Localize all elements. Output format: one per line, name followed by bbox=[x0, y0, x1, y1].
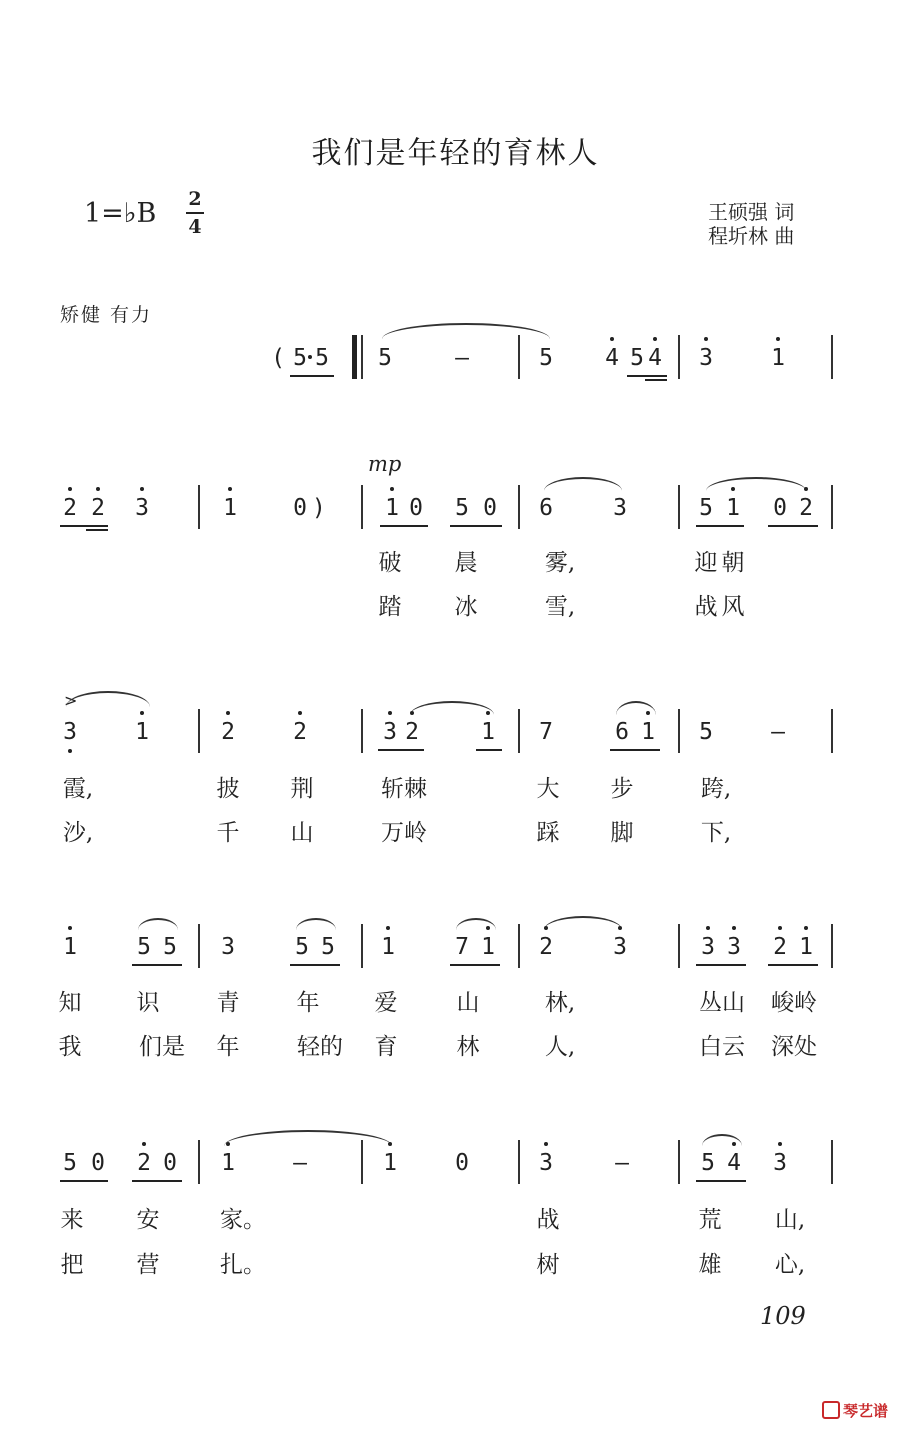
underline bbox=[290, 375, 334, 377]
barline bbox=[831, 1140, 833, 1184]
lyric: 朝 bbox=[721, 550, 745, 576]
lyric: 丛山 bbox=[699, 990, 745, 1016]
slur bbox=[224, 1130, 392, 1146]
slur bbox=[616, 701, 656, 715]
open-paren: ( bbox=[274, 345, 283, 371]
lyric: 白云 bbox=[699, 1034, 745, 1060]
lyric: 把 bbox=[60, 1252, 84, 1278]
lyric: 破 bbox=[378, 550, 402, 576]
lyric: 山 bbox=[290, 820, 314, 846]
note: 5 bbox=[309, 343, 335, 373]
slur bbox=[544, 916, 622, 930]
barline bbox=[831, 335, 833, 379]
lyric: 千 bbox=[216, 820, 240, 846]
note: 2 bbox=[85, 493, 111, 523]
slur bbox=[456, 918, 496, 930]
note: 5 bbox=[699, 495, 713, 521]
dynamic-marking: mp bbox=[368, 452, 402, 476]
lyrics-row-5b bbox=[0, 1250, 911, 1280]
barline bbox=[518, 1140, 520, 1184]
note: 5 bbox=[295, 934, 309, 960]
note: 3 bbox=[693, 343, 719, 373]
underline bbox=[696, 1180, 746, 1182]
note: — bbox=[455, 345, 469, 371]
key-signature: 1=♭B bbox=[84, 198, 157, 229]
lyric: 林 bbox=[456, 1034, 480, 1060]
underline bbox=[696, 525, 744, 527]
note: 3 bbox=[221, 934, 235, 960]
lyric: 晨 bbox=[454, 550, 478, 576]
lyric: 知 bbox=[58, 990, 82, 1016]
lyric: 雾, bbox=[544, 550, 576, 576]
lyrics-row-3b bbox=[0, 818, 911, 848]
note: 7 bbox=[539, 719, 553, 745]
note: 7 bbox=[455, 934, 469, 960]
note: 0 bbox=[409, 495, 423, 521]
slur bbox=[382, 323, 550, 339]
barline bbox=[831, 924, 833, 968]
time-signature-bottom: 4 bbox=[188, 216, 202, 238]
lyric: 踏 bbox=[378, 594, 402, 620]
barline bbox=[361, 1140, 363, 1184]
barline bbox=[678, 1140, 680, 1184]
note: 5 bbox=[539, 345, 553, 371]
lyric: 山 bbox=[456, 990, 480, 1016]
tempo-marking: 矫健 有力 bbox=[60, 304, 153, 326]
lyric: 披 bbox=[216, 776, 240, 802]
underline bbox=[290, 964, 340, 966]
lyrics-row-3a bbox=[0, 774, 911, 804]
lyrics-row-2b bbox=[0, 592, 911, 622]
lyric: 下, bbox=[700, 820, 732, 846]
barline bbox=[198, 709, 200, 753]
lyric: 迎 bbox=[694, 550, 718, 576]
note: 5 bbox=[321, 934, 335, 960]
lyric: 跨, bbox=[700, 776, 732, 802]
accent-mark: > bbox=[64, 691, 78, 710]
barline bbox=[678, 485, 680, 529]
lyric: 扎。 bbox=[220, 1252, 266, 1278]
note: 0 bbox=[455, 1150, 469, 1176]
note: 5 bbox=[293, 345, 307, 371]
note: 1 bbox=[379, 493, 405, 523]
note: 0 bbox=[293, 495, 307, 521]
note: 2 bbox=[57, 493, 83, 523]
note: 3 bbox=[613, 495, 627, 521]
barline bbox=[361, 924, 363, 968]
underline bbox=[450, 964, 500, 966]
barline bbox=[831, 485, 833, 529]
watermark-text: 琴艺谱 bbox=[843, 1402, 889, 1420]
lyric: 荆 bbox=[290, 776, 314, 802]
lyric: 荒 bbox=[698, 1207, 722, 1233]
underline-double bbox=[645, 379, 667, 381]
barline bbox=[198, 924, 200, 968]
note: 1 bbox=[375, 932, 401, 962]
barline bbox=[198, 485, 200, 529]
lyric: 步 bbox=[610, 776, 634, 802]
slur bbox=[410, 701, 494, 715]
lyric: 识 bbox=[136, 990, 160, 1016]
note: 2 bbox=[767, 932, 793, 962]
underline bbox=[450, 525, 502, 527]
score-row-1 bbox=[0, 343, 911, 373]
underline bbox=[132, 1180, 182, 1182]
note: 1 bbox=[129, 717, 155, 747]
lyric: 树 bbox=[536, 1252, 560, 1278]
note: 4 bbox=[642, 343, 668, 373]
lyric: 山, bbox=[774, 1207, 806, 1233]
lyric: 青 bbox=[216, 990, 240, 1016]
note: 1 bbox=[793, 932, 819, 962]
underline bbox=[60, 1180, 108, 1182]
lyric: 人, bbox=[544, 1034, 576, 1060]
lyric: 冰 bbox=[454, 594, 478, 620]
note: 1 bbox=[635, 717, 661, 747]
note: 5 bbox=[630, 345, 644, 371]
note: 3 bbox=[767, 1148, 793, 1178]
lyric: 年 bbox=[296, 990, 320, 1016]
note: — bbox=[293, 1150, 307, 1176]
note: 3 bbox=[533, 1148, 559, 1178]
lyric: 们是 bbox=[139, 1034, 185, 1060]
note: 3 bbox=[57, 717, 83, 747]
lyric: 家。 bbox=[220, 1207, 266, 1233]
lyric: 轻的 bbox=[297, 1034, 343, 1060]
underline bbox=[610, 749, 660, 751]
time-signature-line bbox=[186, 212, 204, 214]
note: 5 bbox=[163, 934, 177, 960]
logo-icon bbox=[822, 1401, 840, 1419]
note: 1 bbox=[215, 1148, 241, 1178]
lyric: 风 bbox=[721, 594, 745, 620]
lyric: 年 bbox=[216, 1034, 240, 1060]
note: 5 bbox=[63, 1150, 77, 1176]
slur bbox=[138, 918, 178, 930]
lyrics-row-2a bbox=[0, 548, 911, 578]
lyric: 踩 bbox=[536, 820, 560, 846]
score-row-3 bbox=[0, 691, 911, 747]
note: 6 bbox=[539, 495, 553, 521]
barline bbox=[678, 924, 680, 968]
underline bbox=[60, 525, 108, 527]
repeat-barline bbox=[352, 335, 357, 379]
lyric: 爱 bbox=[374, 990, 398, 1016]
watermark-logo bbox=[822, 1400, 888, 1421]
note: 5 bbox=[699, 719, 713, 745]
score-row-4 bbox=[0, 932, 911, 962]
lyric: 育 bbox=[374, 1034, 398, 1060]
slur bbox=[702, 1134, 742, 1146]
note: 1 bbox=[475, 717, 501, 747]
lyrics-row-4b bbox=[0, 1032, 911, 1062]
underline bbox=[768, 964, 818, 966]
note: 0 bbox=[163, 1150, 177, 1176]
score-row-2 bbox=[0, 493, 911, 523]
underline bbox=[768, 525, 818, 527]
lyric: 战 bbox=[536, 1207, 560, 1233]
note: 2 bbox=[399, 717, 425, 747]
note: — bbox=[771, 719, 785, 745]
barline bbox=[198, 1140, 200, 1184]
underline bbox=[627, 375, 667, 377]
note: 4 bbox=[721, 1148, 747, 1178]
composer-credit: 程圻林 曲 bbox=[708, 224, 795, 248]
note: 1 bbox=[720, 493, 746, 523]
underline bbox=[378, 749, 424, 751]
lyric: 峻岭 bbox=[771, 990, 817, 1016]
barline bbox=[831, 709, 833, 753]
song-title: 我们是年轻的育林人 bbox=[311, 136, 600, 171]
note: 5 bbox=[137, 934, 151, 960]
note: 3 bbox=[721, 932, 747, 962]
barline bbox=[678, 335, 680, 379]
note: 5 bbox=[378, 345, 392, 371]
lyricist-credit: 王硕强 词 bbox=[708, 200, 795, 224]
note: 3 bbox=[607, 932, 633, 962]
note: 3 bbox=[129, 493, 155, 523]
lyrics-row-4a bbox=[0, 988, 911, 1018]
note: 2 bbox=[215, 717, 241, 747]
lyric: 大 bbox=[536, 776, 560, 802]
lyric: 安 bbox=[136, 1207, 160, 1233]
barline bbox=[361, 485, 363, 529]
page-number: 109 bbox=[760, 1302, 806, 1330]
note: 5 bbox=[455, 495, 469, 521]
barline bbox=[361, 709, 363, 753]
lyric: 雪, bbox=[544, 594, 576, 620]
time-signature bbox=[186, 188, 204, 238]
note: 6 bbox=[615, 719, 629, 745]
lyric: 沙, bbox=[62, 820, 94, 846]
note: 0 bbox=[91, 1150, 105, 1176]
slur bbox=[706, 477, 806, 491]
lyric: 林, bbox=[544, 990, 576, 1016]
underline bbox=[476, 749, 502, 751]
lyric: 斩棘 bbox=[381, 776, 427, 802]
underline-double bbox=[86, 529, 108, 531]
lyrics-row-5a bbox=[0, 1205, 911, 1235]
lyric: 心, bbox=[774, 1252, 806, 1278]
close-paren: ) bbox=[314, 495, 323, 521]
note: 1 bbox=[377, 1148, 403, 1178]
note: 2 bbox=[533, 932, 559, 962]
note: 2 bbox=[287, 717, 313, 747]
slur bbox=[66, 691, 150, 707]
barline bbox=[518, 485, 520, 529]
note: 0 bbox=[773, 495, 787, 521]
underline bbox=[132, 964, 182, 966]
score-row-5 bbox=[0, 1148, 911, 1178]
barline bbox=[518, 709, 520, 753]
note: 1 bbox=[217, 493, 243, 523]
note: 1 bbox=[57, 932, 83, 962]
barline bbox=[518, 924, 520, 968]
lyric: 营 bbox=[136, 1252, 160, 1278]
note: 1 bbox=[475, 932, 501, 962]
underline bbox=[696, 964, 746, 966]
lyric: 战 bbox=[694, 594, 718, 620]
barline bbox=[361, 335, 363, 379]
note: 5 bbox=[701, 1150, 715, 1176]
note: 4 bbox=[599, 343, 625, 373]
barline bbox=[518, 335, 520, 379]
note: 0 bbox=[483, 495, 497, 521]
time-signature-top: 2 bbox=[188, 188, 202, 210]
lyric: 我 bbox=[58, 1034, 82, 1060]
note: 2 bbox=[793, 493, 819, 523]
slur bbox=[544, 477, 622, 491]
note: 3 bbox=[695, 932, 721, 962]
lyric: 深处 bbox=[771, 1034, 817, 1060]
slur bbox=[296, 918, 336, 930]
note: — bbox=[615, 1150, 629, 1176]
underline bbox=[380, 525, 428, 527]
barline bbox=[678, 709, 680, 753]
note: 2 bbox=[131, 1148, 157, 1178]
lyric: 脚 bbox=[610, 820, 634, 846]
lyric: 万岭 bbox=[381, 820, 427, 846]
note: 3 bbox=[377, 717, 403, 747]
note: 1 bbox=[765, 343, 791, 373]
lyric: 来 bbox=[60, 1207, 84, 1233]
lyric: 雄 bbox=[698, 1252, 722, 1278]
lyric: 霞, bbox=[62, 776, 94, 802]
